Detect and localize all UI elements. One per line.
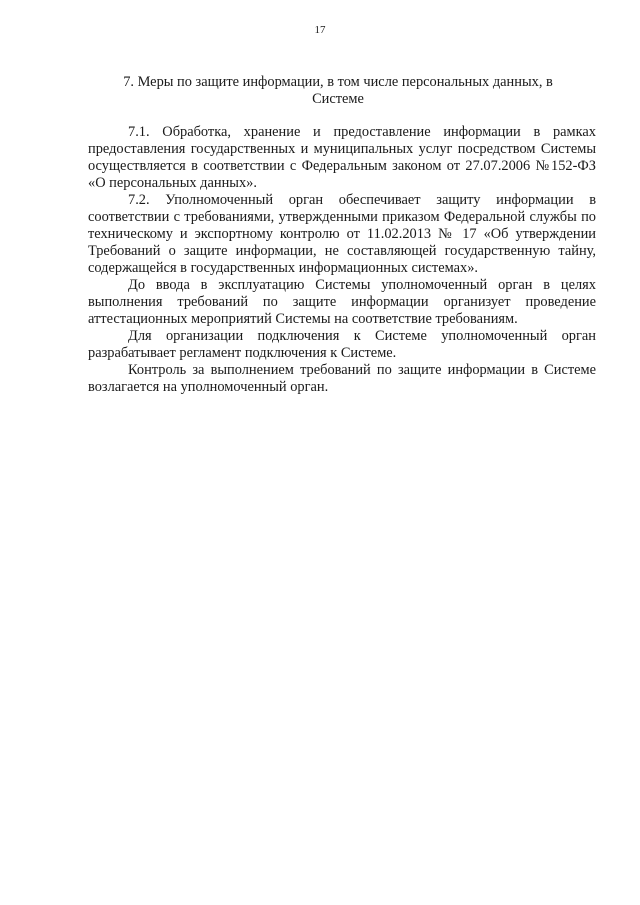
paragraph-7-1: 7.1. Обработка, хранение и предоставление информации в рамках предоставления государственных и муниципальных услуг посредством Системы осуществляется в соответствии с Федеральным законом от 27.07.2006 №152-ФЗ «О персональных данных». (88, 124, 596, 191)
section-title: 7. Меры по защите информации, в том числе персональных данных, в Системе (123, 74, 553, 107)
body-text (88, 124, 596, 396)
paragraph-connection-regulation: Для организации подключения к Системе уполномоченный орган разрабатывает регламент подключения к Системе. (88, 328, 596, 361)
paragraph-control: Контроль за выполнением требований по защите информации в Системе возлагается на уполномоченный орган. (88, 362, 596, 395)
paragraph-commissioning: До ввода в эксплуатацию Системы уполномоченный орган в целях выполнения требований по защите информации организует проведение аттестационных мероприятий Системы на соответствие требованиям. (88, 277, 596, 327)
page-number: 17 (314, 24, 326, 36)
paragraph-7-2: 7.2. Уполномоченный орган обеспечивает защиту информации в соответствии с требованиями, утвержденными приказом Федеральной службы по техническому и экспортному контролю от 11.02.2013 № 17 «Об утверждении Требований о защите информации, не составляющей государственную тайну, содержащейся в государственных информационных системах». (88, 192, 596, 276)
